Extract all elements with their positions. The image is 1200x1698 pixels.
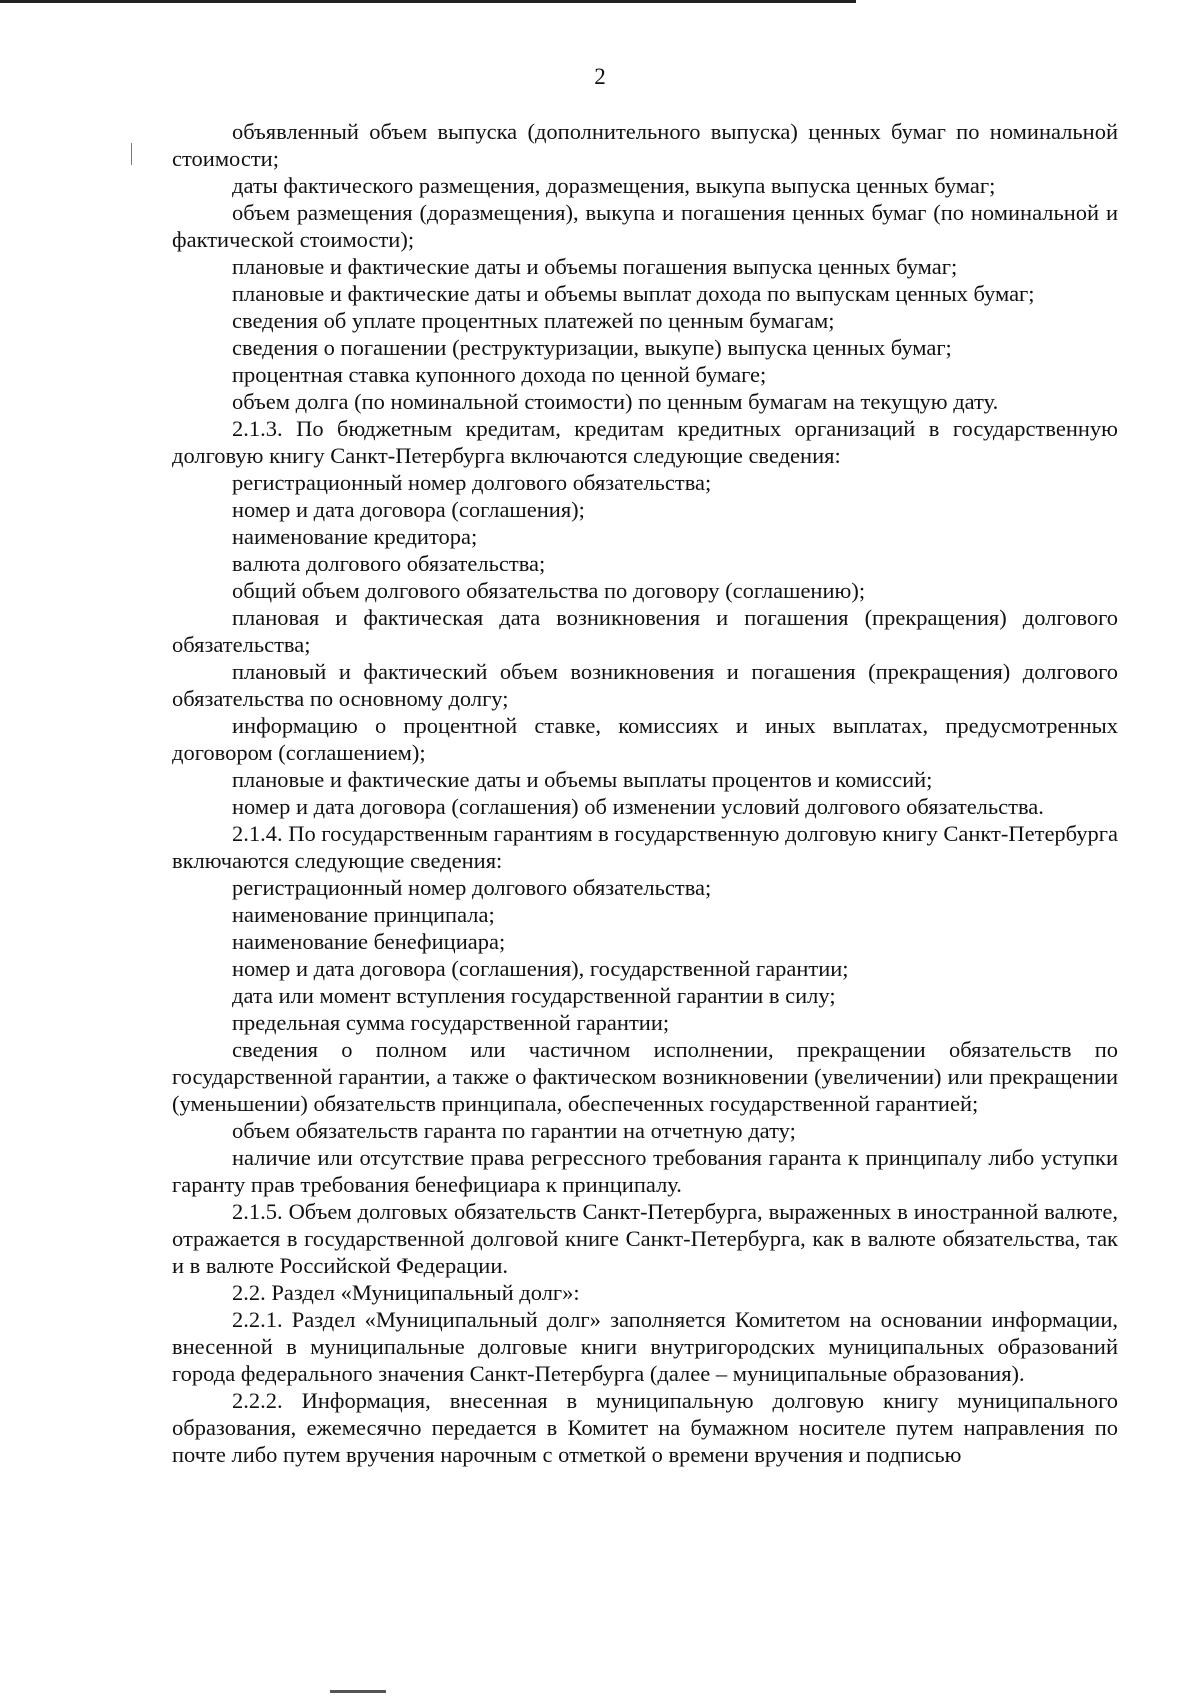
paragraph: дата или момент вступления государственной гарантии в силу; bbox=[232, 983, 836, 1008]
paragraph: номер и дата договора (соглашения); bbox=[232, 497, 585, 522]
page-number: 2 bbox=[594, 64, 606, 89]
section-2-1-3-paragraph: 2.1.3. По бюджетным кредитам, кредитам кредитных организаций в государственную долговую книгу Санкт-Петербурга включаются следующие сведения: bbox=[172, 416, 1118, 468]
paragraph: наименование принципала; bbox=[232, 902, 495, 927]
paragraph: даты фактического размещения, доразмещения, выкупа выпуска ценных бумаг; bbox=[232, 173, 996, 198]
paragraph: объем долга (по номинальной стоимости) по ценным бумагам на текущую дату. bbox=[232, 389, 999, 414]
paragraph: плановая и фактическая дата возникновения и погашения (прекращения) долгового обязательства; bbox=[172, 605, 1118, 657]
paragraph: наличие или отсутствие права регрессного требования гаранта к принципалу либо уступки гаранту прав требования бенефициара к принципалу. bbox=[172, 1145, 1118, 1197]
document-body bbox=[172, 118, 1118, 1468]
paragraph: наименование кредитора; bbox=[232, 524, 478, 549]
paragraph: плановый и фактический объем возникновения и погашения (прекращения) долгового обязательства по основному долгу; bbox=[172, 659, 1118, 711]
paragraph: плановые и фактические даты и объемы погашения выпуска ценных бумаг; bbox=[232, 254, 958, 279]
paragraph: процентная ставка купонного дохода по ценной бумаге; bbox=[232, 362, 767, 387]
paragraph: наименование бенефициара; bbox=[232, 929, 506, 954]
paragraph: регистрационный номер долгового обязательства; bbox=[232, 875, 712, 900]
paragraph: сведения о погашении (реструктуризации, выкупе) выпуска ценных бумаг; bbox=[232, 335, 952, 360]
paragraph: плановые и фактические даты и объемы выплаты процентов и комиссий; bbox=[232, 767, 933, 792]
paragraph: сведения о полном или частичном исполнении, прекращении обязательств по государственной гарантии, а также о фактическом возникновении (увеличении) или прекращении (уменьшении) обязательств принципала, обеспеченных государственной гарантией; bbox=[172, 1037, 1118, 1116]
section-2-2-1-paragraph: 2.2.1. Раздел «Муниципальный долг» заполняется Комитетом на основании информации, внесенной в муниципальные долговые книги внутригородских муниципальных образований города федерального значения Санкт-Петербурга (далее – муниципальные образования). bbox=[172, 1307, 1118, 1386]
paragraph: регистрационный номер долгового обязательства; bbox=[232, 470, 712, 495]
paragraph: предельная сумма государственной гарантии; bbox=[232, 1010, 670, 1035]
paragraph: информацию о процентной ставке, комиссиях и иных выплатах, предусмотренных договором (соглашением); bbox=[172, 713, 1118, 765]
scan-bottom-mark bbox=[330, 1690, 386, 1693]
paragraph: номер и дата договора (соглашения), государственной гарантии; bbox=[232, 956, 849, 981]
scan-margin-mark bbox=[131, 143, 132, 165]
paragraph: общий объем долгового обязательства по договору (соглашению); bbox=[232, 578, 866, 603]
paragraph: номер и дата договора (соглашения) об изменении условий долгового обязательства. bbox=[232, 794, 1044, 819]
paragraph: объем обязательств гаранта по гарантии на отчетную дату; bbox=[232, 1118, 796, 1143]
section-2-1-4-paragraph: 2.1.4. По государственным гарантиям в государственную долговую книгу Санкт-Петербурга включаются следующие сведения: bbox=[172, 821, 1118, 873]
scan-top-edge-line bbox=[0, 0, 856, 3]
paragraph: валюта долгового обязательства; bbox=[232, 551, 546, 576]
section-2-1-5-paragraph: 2.1.5. Объем долговых обязательств Санкт-Петербурга, выраженных в иностранной валюте, отражается в государственной долговой книге Санкт-Петербурга, как в валюте обязательства, так и в валюте Российской Федерации. bbox=[172, 1199, 1118, 1278]
paragraph: объявленный объем выпуска (дополнительного выпуска) ценных бумаг по номинальной стоимости; bbox=[172, 119, 1118, 171]
section-2-2-heading: 2.2. Раздел «Муниципальный долг»: bbox=[232, 1280, 580, 1305]
paragraph: плановые и фактические даты и объемы выплат дохода по выпускам ценных бумаг; bbox=[232, 281, 1035, 306]
section-2-2-2-paragraph: 2.2.2. Информация, внесенная в муниципальную долговую книгу муниципального образования, ежемесячно передается в Комитет на бумажном носителе путем направления по почте либо путем вручения нарочным с отметкой о времени вручения и подписью bbox=[172, 1388, 1118, 1467]
paragraph: сведения об уплате процентных платежей по ценным бумагам; bbox=[232, 308, 835, 333]
paragraph: объем размещения (доразмещения), выкупа и погашения ценных бумаг (по номинальной и фактической стоимости); bbox=[172, 200, 1118, 252]
